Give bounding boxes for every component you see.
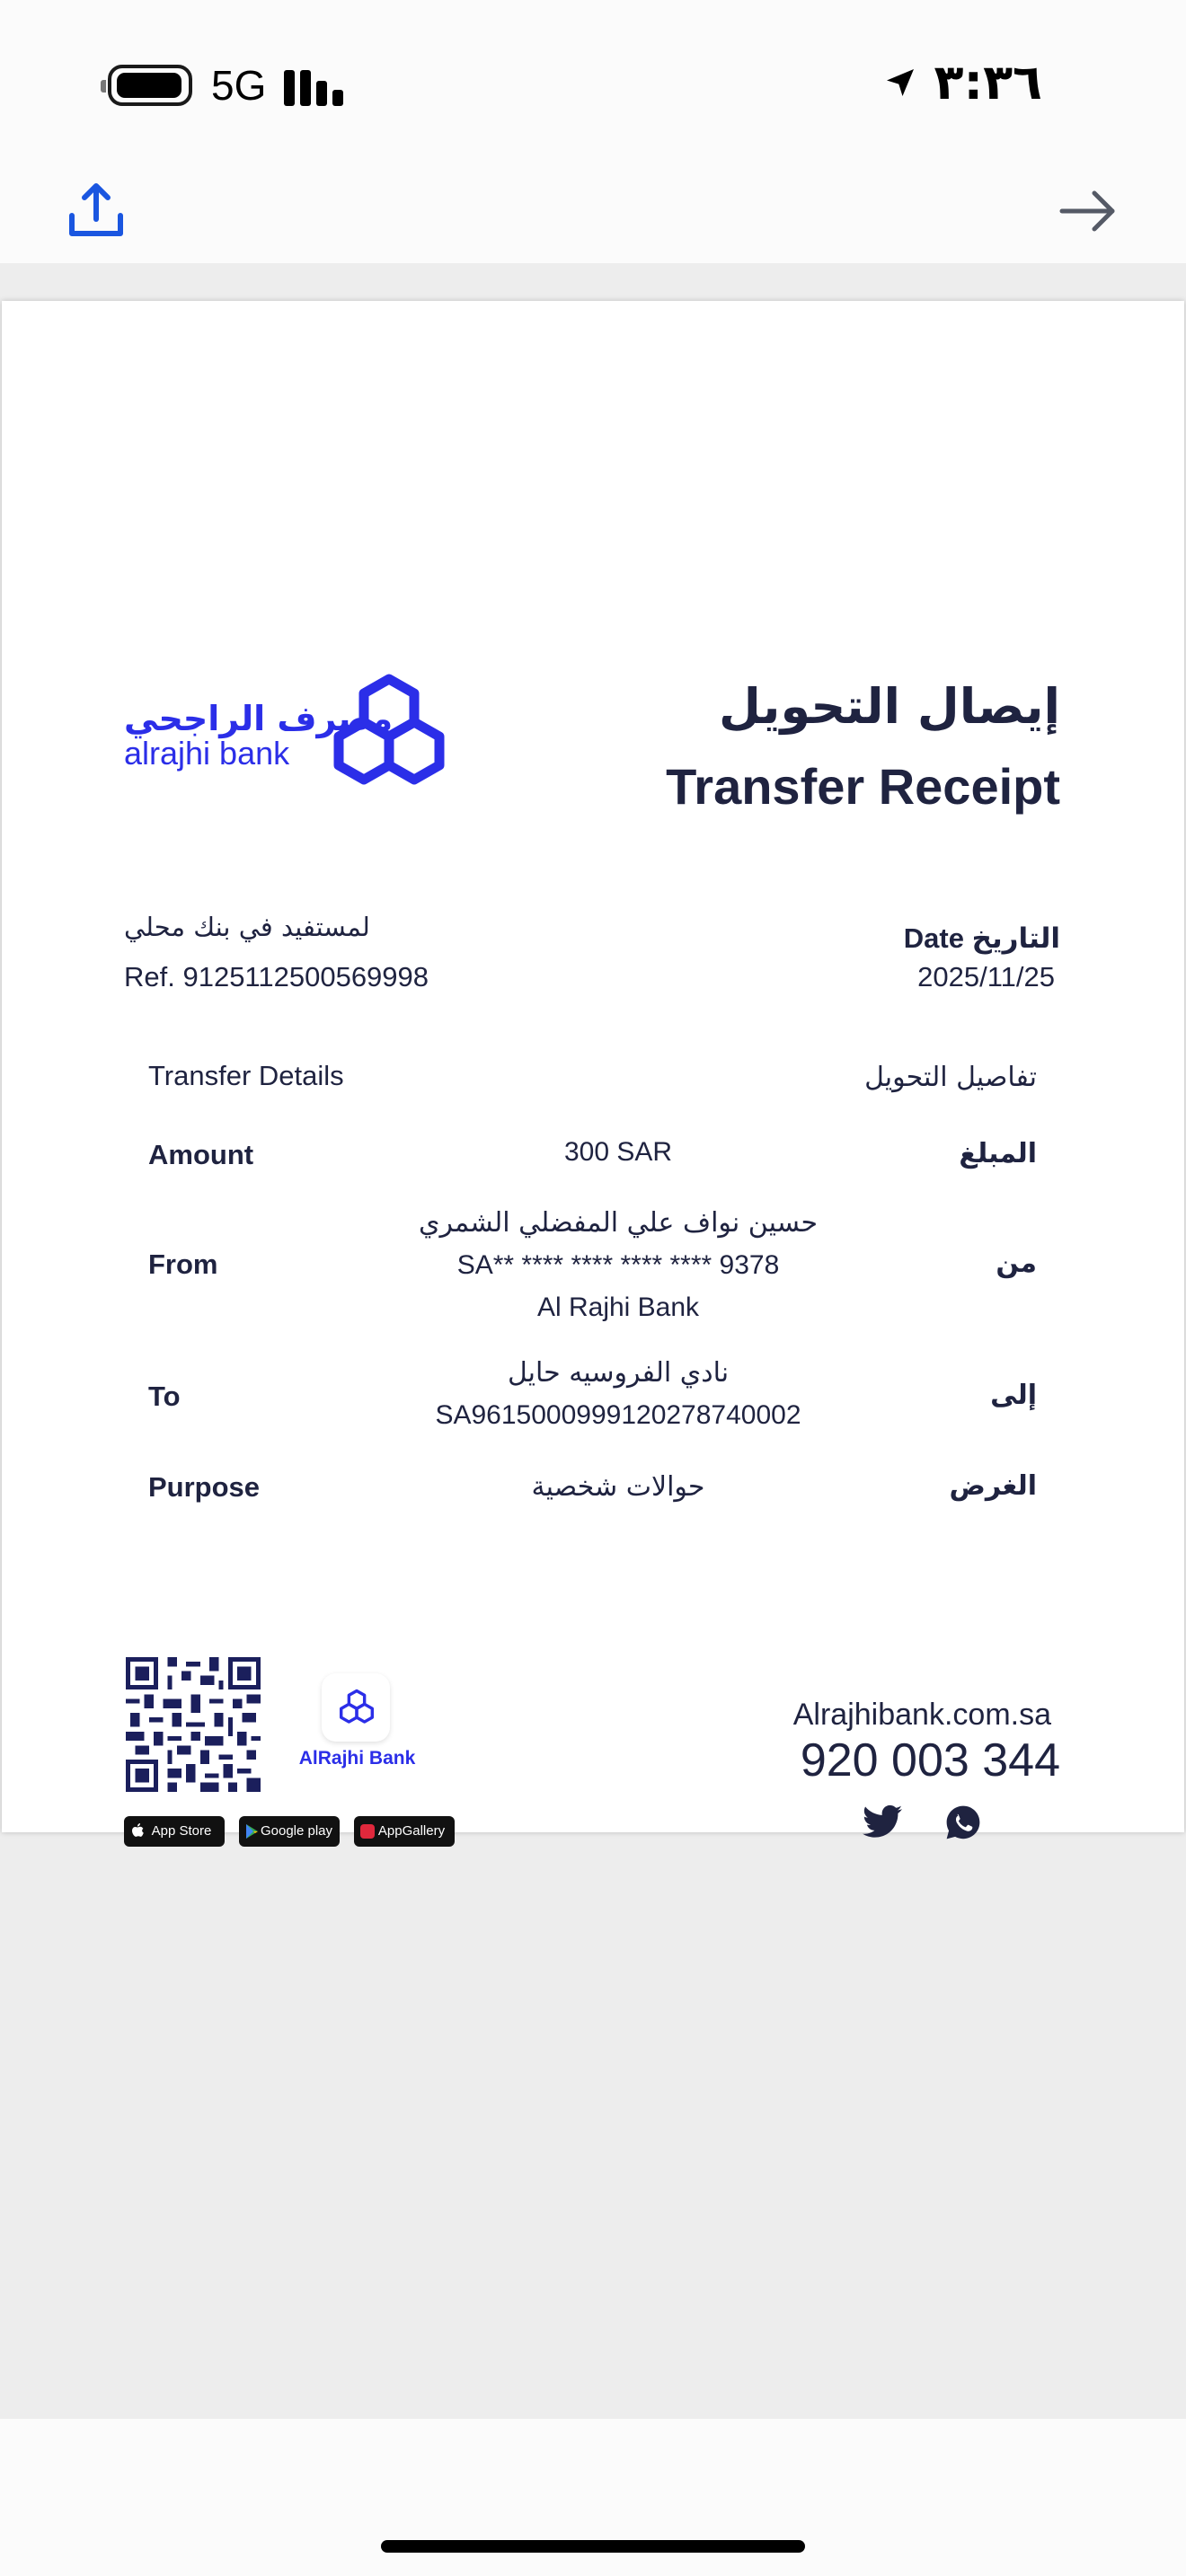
from-value — [349, 1202, 888, 1328]
battery-icon — [108, 65, 192, 106]
to-value — [349, 1352, 888, 1436]
logo-name-arabic: مصرف الراجحي — [124, 699, 394, 738]
beneficiary-type: لمستفيد في بنك محلي — [124, 912, 370, 942]
page-title: Transfer Receipt — [666, 758, 1060, 815]
nav-bar — [0, 157, 1186, 263]
alrajhi-logo-icon — [120, 373, 462, 534]
sender-name: حسين نواف علي المفضلي الشمري — [418, 1207, 819, 1239]
page-title-arabic: إيصال التحويل — [718, 678, 1060, 735]
apple-icon — [130, 1823, 145, 1839]
recipient-name: نادي الفروسيه حايل — [507, 1357, 730, 1389]
status-bar — [0, 0, 1186, 157]
from-label: From — [148, 1248, 218, 1280]
network-type: 5G — [211, 62, 267, 109]
status-time: ٣:٣٦ — [934, 54, 1042, 110]
google-play-label: Google play — [260, 1823, 333, 1839]
app-name: AlRajhi Bank — [298, 1748, 416, 1769]
clock-area — [882, 54, 1042, 110]
amount-value — [349, 1131, 888, 1173]
purpose-value — [349, 1466, 888, 1508]
app-gallery-icon — [360, 1823, 375, 1839]
to-label-arabic: إلى — [990, 1380, 1037, 1411]
whatsapp-icon[interactable] — [944, 1804, 982, 1841]
qr-code — [126, 1657, 261, 1792]
twitter-icon[interactable] — [863, 1804, 902, 1839]
sender-bank: Al Rajhi Bank — [536, 1292, 700, 1322]
sender-account: SA** **** **** **** **** 9378 — [456, 1250, 780, 1280]
purpose-text: حوالات شخصية — [531, 1471, 705, 1503]
location-arrow-icon — [882, 65, 918, 101]
google-play-badge[interactable] — [239, 1816, 340, 1847]
transfer-details-label: Transfer Details — [148, 1060, 344, 1091]
website-link[interactable]: Alrajhibank.com.sa — [792, 1698, 1051, 1732]
home-indicator[interactable] — [381, 2540, 805, 2553]
amount-label-arabic: المبلغ — [959, 1138, 1037, 1169]
amount-label: Amount — [148, 1139, 254, 1170]
date-value: 2025/11/25 — [917, 961, 1055, 992]
phone-number[interactable]: 920 003 344 — [800, 1734, 1060, 1786]
recipient-iban: SA9615000999120278740002 — [435, 1400, 801, 1430]
logo-name-english: alrajhi bank — [124, 735, 290, 772]
alrajhi-app-icon[interactable] — [322, 1673, 390, 1742]
purpose-label-arabic: الغرض — [949, 1470, 1037, 1502]
share-icon[interactable] — [65, 180, 128, 243]
arrow-right-icon[interactable] — [1057, 184, 1120, 238]
signal-strength-icon — [284, 68, 347, 106]
app-gallery-label: AppGallery — [377, 1823, 446, 1839]
app-store-label: App Store — [151, 1823, 212, 1839]
amount-line: 300 SAR — [563, 1137, 673, 1167]
app-store-badge[interactable] — [124, 1816, 225, 1847]
date-label: Date التاريخ — [903, 922, 1060, 954]
alrajhi-symbol-small-icon — [338, 1688, 376, 1727]
to-label: To — [148, 1381, 181, 1412]
purpose-label: Purpose — [148, 1471, 261, 1503]
google-play-icon — [245, 1823, 260, 1839]
app-gallery-badge[interactable] — [354, 1816, 455, 1847]
reference-number: Ref. 9125112500569998 — [124, 961, 429, 992]
from-label-arabic: من — [996, 1248, 1037, 1279]
transfer-details-label-arabic: تفاصيل التحويل — [864, 1062, 1037, 1093]
